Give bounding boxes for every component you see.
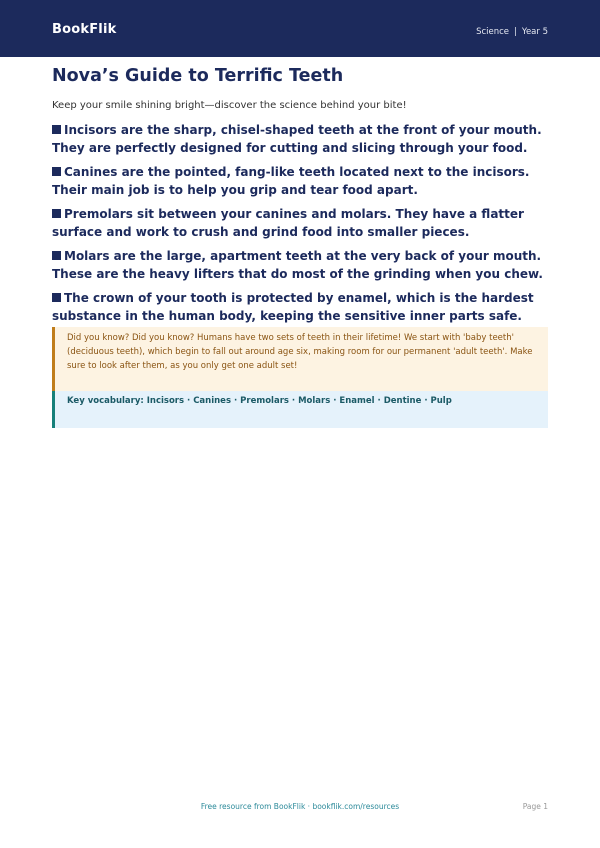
square-bullet-icon (52, 167, 61, 176)
intro-text: Keep your smile shining bright—discover the science behind your bite! (52, 100, 407, 111)
header-bar (0, 0, 600, 57)
page-number: Page 1 (522, 802, 548, 811)
square-bullet-icon (52, 293, 61, 302)
meta-separator: | (514, 27, 517, 37)
fact-item (52, 289, 550, 325)
fact-item (52, 121, 550, 157)
fact-item (52, 163, 550, 199)
facts-list (52, 121, 550, 331)
fact-text: The crown of your tooth is protected by enamel, which is the hardest substance in the human body, keeping the sensitive inner parts safe. (52, 291, 534, 323)
fact-text: Molars are the large, apartment teeth at the very back of your mouth. These are the heavy lifters that do most of the grinding when you chew. (52, 249, 543, 281)
subject-label: Science (476, 27, 510, 37)
fact-item (52, 205, 550, 241)
square-bullet-icon (52, 209, 61, 218)
footer-resource-link[interactable]: Free resource from BookFlik · bookflik.com/resources (200, 802, 400, 811)
fact-item (52, 247, 550, 283)
square-bullet-icon (52, 251, 61, 260)
fact-text: Canines are the pointed, fang-like teeth located next to the incisors. Their main job is to help you grip and tear food apart. (52, 165, 530, 197)
header-meta (476, 27, 548, 37)
square-bullet-icon (52, 125, 61, 134)
fact-text: Premolars sit between your canines and molars. They have a flatter surface and work to crush and grind food into smaller pieces. (52, 207, 524, 239)
did-you-know-callout: Did you know? Did you know? Humans have two sets of teeth in their lifetime! We start with 'baby teeth' (deciduous teeth), which begin to fall out around age six, making room for our permanent 'adult teeth'. Make sure to look after them, as you only get one adult set! (52, 327, 548, 391)
year-label: Year 5 (521, 27, 548, 37)
key-vocabulary-box: Key vocabulary: Incisors · Canines · Premolars · Molars · Enamel · Dentine · Pulp (52, 391, 548, 428)
brand-logo-text[interactable]: BookFlik (52, 22, 117, 37)
fact-text: Incisors are the sharp, chisel-shaped teeth at the front of your mouth. They are perfectly designed for cutting and slicing through your food. (52, 123, 542, 155)
page-title: Nova’s Guide to Terrific Teeth (52, 66, 344, 86)
